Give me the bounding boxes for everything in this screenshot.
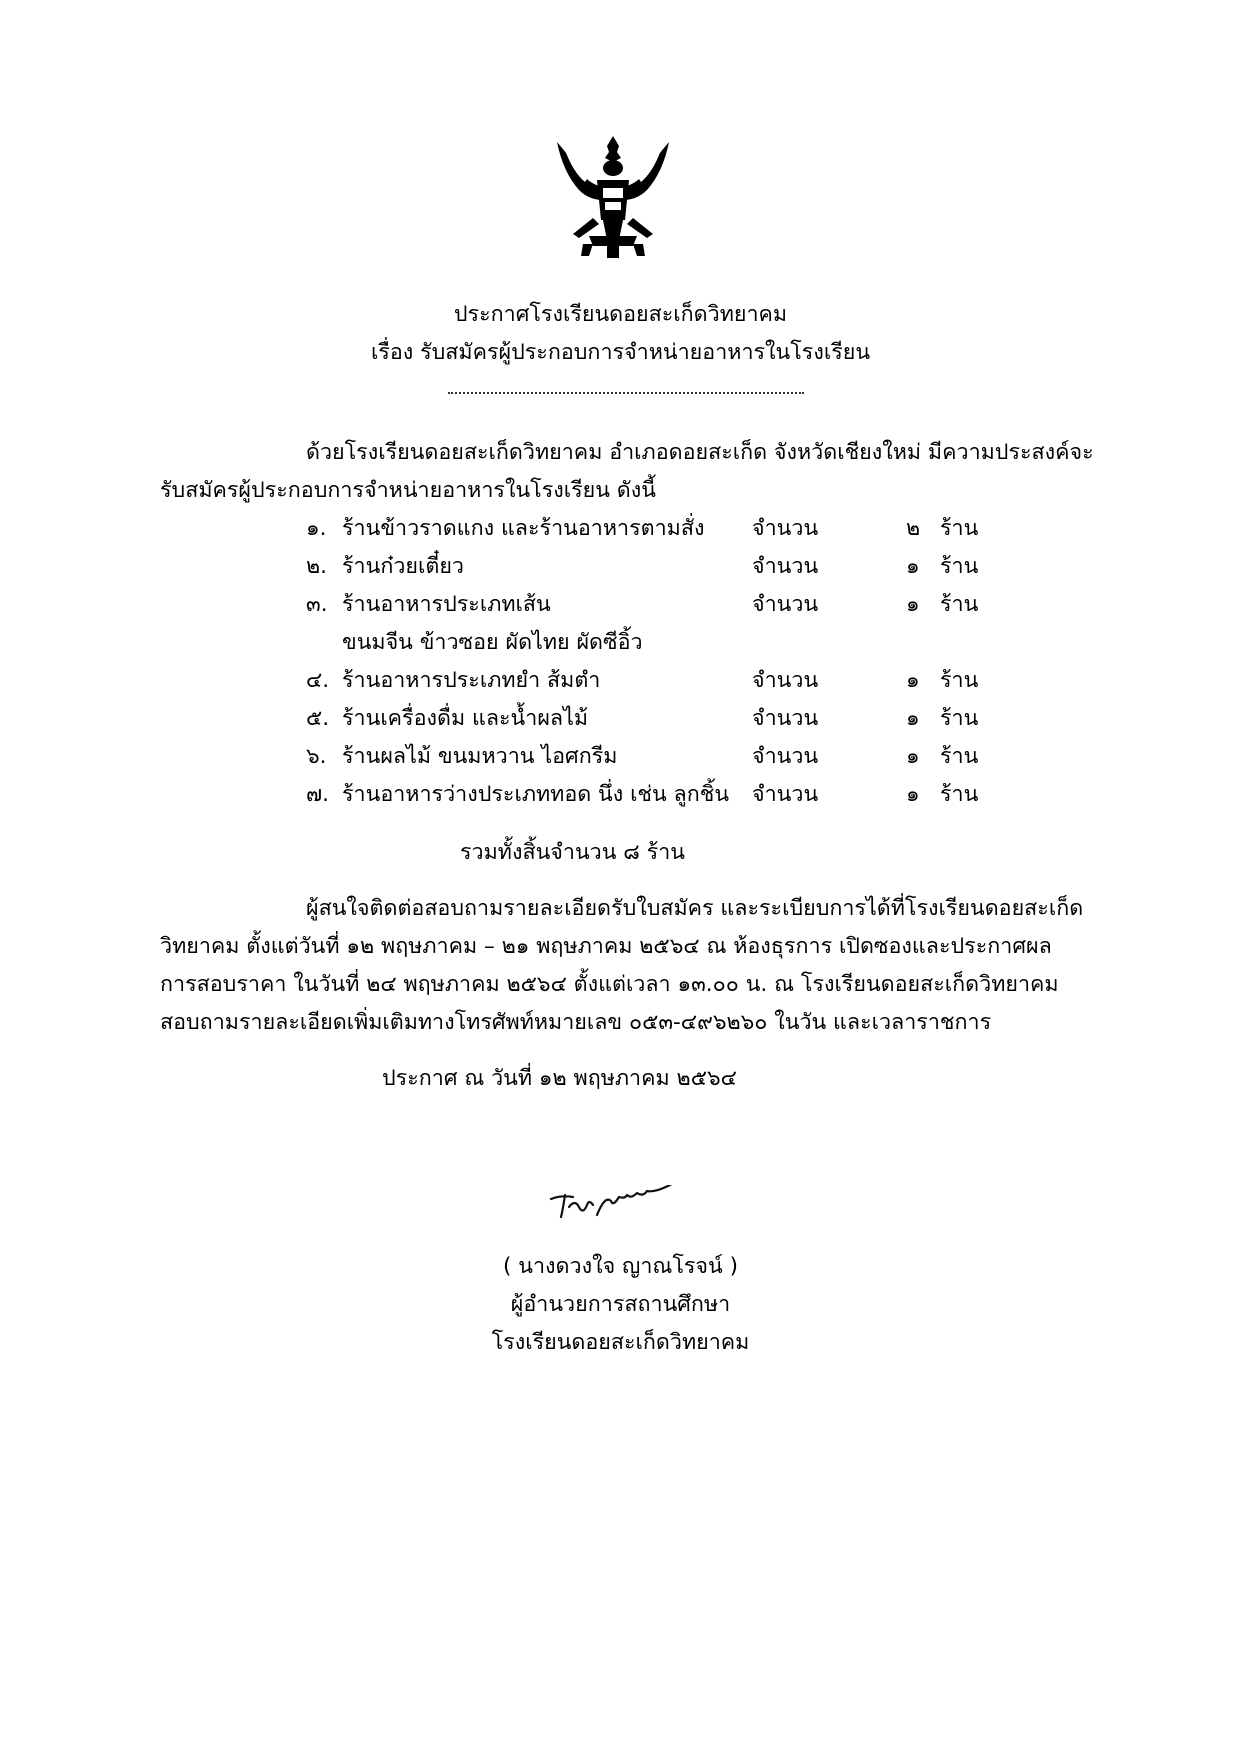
item-shop-label: ร้าน xyxy=(940,554,979,579)
item-quantity: ๒ xyxy=(906,516,921,541)
item-number: ๒. xyxy=(306,554,328,579)
item-unit: จำนวน xyxy=(752,744,819,769)
signatory-org: โรงเรียนดอยสะเก็ดวิทยาคม xyxy=(491,1330,750,1355)
item-shop-label: ร้าน xyxy=(940,706,979,731)
item-shop-label: ร้าน xyxy=(940,516,979,541)
item-unit: จำนวน xyxy=(752,706,819,731)
item-quantity: ๑ xyxy=(906,744,920,769)
page-title: ประกาศโรงเรียนดอยสะเก็ดวิทยาคม xyxy=(453,302,788,327)
subject-line: เรื่อง รับสมัครผู้ประกอบการจำหน่ายอาหารในโรงเรียน xyxy=(370,340,871,365)
details-line-3: การสอบราคา ในวันที่ ๒๔ พฤษภาคม ๒๕๖๔ ตั้งแต่เวลา ๑๓.๐๐ น. ณ โรงเรียนดอยสะเก็ดวิทยาคม xyxy=(160,972,1059,997)
item-name: ร้านเครื่องดื่ม และน้ำผลไม้ xyxy=(342,706,589,731)
intro-line-2: รับสมัครผู้ประกอบการจำหน่ายอาหารในโรงเรียน ดังนี้ xyxy=(160,478,656,503)
details-line-4: สอบถามรายละเอียดเพิ่มเติมทางโทรศัพท์หมายเลข ๐๕๓-๔๙๖๒๖๐ ในวัน และเวลาราชการ xyxy=(160,1010,992,1035)
item-unit: จำนวน xyxy=(752,668,819,693)
dotted-divider xyxy=(448,392,804,394)
item-name: ร้านข้าวราดแกง และร้านอาหารตามสั่ง xyxy=(342,516,705,541)
item-quantity: ๑ xyxy=(906,554,920,579)
signature-icon xyxy=(545,1185,705,1225)
signatory-position: ผู้อำนวยการสถานศึกษา xyxy=(510,1292,731,1317)
item-number: ๕. xyxy=(306,706,330,731)
item-name: ร้านอาหารว่างประเภททอด นึ่ง เช่น ลูกชิ้น xyxy=(342,782,730,807)
intro-line-1: ด้วยโรงเรียนดอยสะเก็ดวิทยาคม อำเภอดอยสะเก็ด จังหวัดเชียงใหม่ มีความประสงค์จะ xyxy=(306,440,1094,465)
announce-date: ประกาศ ณ วันที่ ๑๒ พฤษภาคม ๒๕๖๔ xyxy=(382,1066,737,1091)
item-name-continuation: ขนมจีน ข้าวซอย ผัดไทย ผัดซีอิ้ว xyxy=(342,630,643,655)
details-line-1: ผู้สนใจติดต่อสอบถามรายละเอียดรับใบสมัคร และระเบียบการได้ที่โรงเรียนดอยสะเก็ด xyxy=(306,896,1084,921)
item-name: ร้านก๋วยเตี๋ยว xyxy=(342,554,464,579)
item-quantity: ๑ xyxy=(906,706,920,731)
item-shop-label: ร้าน xyxy=(940,744,979,769)
item-quantity: ๑ xyxy=(906,668,920,693)
item-shop-label: ร้าน xyxy=(940,782,979,807)
item-shop-label: ร้าน xyxy=(940,592,979,617)
item-number: ๔. xyxy=(306,668,330,693)
item-name: ร้านอาหารประเภทยำ ส้มตำ xyxy=(342,668,601,693)
garuda-emblem-icon xyxy=(553,132,673,260)
item-name: ร้านอาหารประเภทเส้น xyxy=(342,592,551,617)
item-number: ๑. xyxy=(306,516,327,541)
item-unit: จำนวน xyxy=(752,516,819,541)
signatory-name: ( นางดวงใจ ญาณโรจน์ ) xyxy=(503,1254,738,1279)
item-number: ๗. xyxy=(306,782,330,807)
item-number: ๖. xyxy=(306,744,327,769)
item-unit: จำนวน xyxy=(752,592,819,617)
item-unit: จำนวน xyxy=(752,554,819,579)
item-quantity: ๑ xyxy=(906,592,920,617)
details-line-2: วิทยาคม ตั้งแต่วันที่ ๑๒ พฤษภาคม – ๒๑ พฤษภาคม ๒๕๖๔ ณ ห้องธุรการ เปิดซองและประกาศผล xyxy=(160,934,1052,959)
item-name: ร้านผลไม้ ขนมหวาน ไอศกรีม xyxy=(342,744,618,769)
item-unit: จำนวน xyxy=(752,782,819,807)
item-shop-label: ร้าน xyxy=(940,668,979,693)
item-quantity: ๑ xyxy=(906,782,920,807)
total-line: รวมทั้งสิ้นจำนวน ๘ ร้าน xyxy=(460,840,685,865)
item-number: ๓. xyxy=(306,592,328,617)
